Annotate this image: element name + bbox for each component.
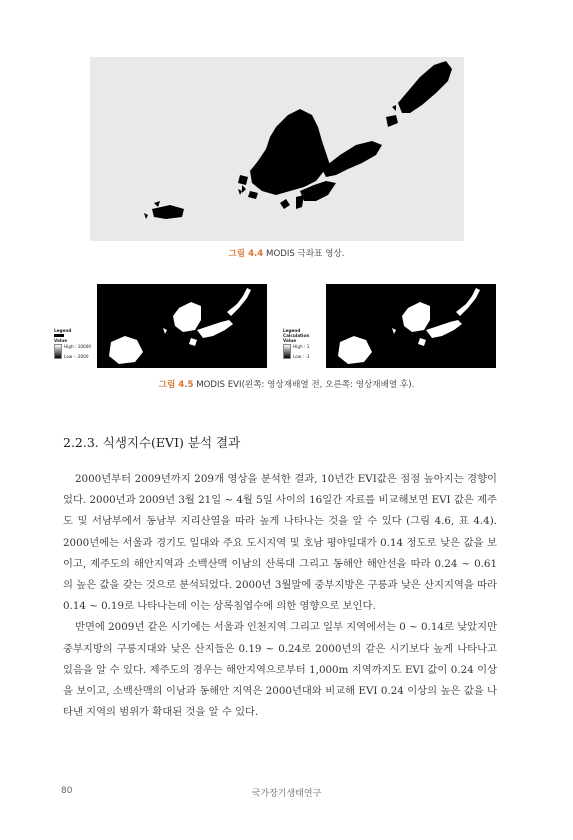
evi-map-after-resampling xyxy=(326,284,496,368)
legend-right xyxy=(283,328,319,359)
publisher-name: 국가장기생태연구 xyxy=(251,789,322,799)
body-text xyxy=(63,469,497,723)
figure-4-4-caption xyxy=(0,247,573,259)
section-heading: 2.2.3. 식생지수(EVI) 분석 결과 xyxy=(63,435,241,450)
figure-4-4-text: MODIS 극좌표 영상. xyxy=(263,249,345,259)
legend-left-marker xyxy=(54,334,64,337)
figure-4-5-text: MODIS EVI(왼쪽: 영상재배열 전, 오른쪽: 영상재배열 후). xyxy=(193,380,415,390)
evi-map-before-resampling xyxy=(97,284,267,368)
page-number: 80 xyxy=(61,786,73,796)
legend-right-low: Low : -1 xyxy=(293,354,310,359)
figure-4-4-label: 그림 4.4 xyxy=(228,249,264,259)
paragraph-1: 2000년부터 2009년까지 209개 영상을 분석한 결과, 10년간 EVI값은 점점 높아지는 경향이었다. 2000년과 2009년 3월 21일 ~ 4월 5일 사이의 16일간 자료를 비교해보면 EVI 값은 제주도 및 서남부에서 동남부 지리산열을 따라 높게 나타나는 것을 알 수 있다 (그림 4.6, 표 4.4). 2000년에는 서울과 경기도 일대와 주요 도시지역 및 호남 평야일대가 0.14 정도로 낮은 값을 보이고, 제주도의 해안지역과 소백산맥 이남의 산록대 그리고 동해안 해안선을 따라 0.24 ~ 0.61의 높은 값을 갖는 것으로 분석되었다. 2000년 3월말에 중부지방은 구릉과 낮은 산지지역을 따라 0.14 ~ 0.19로 나타나는데 이는 상록침엽수에 의한 영향으로 보인다. xyxy=(63,473,497,613)
figure-4-5-caption xyxy=(0,378,573,390)
legend-right-high: High : 1 xyxy=(293,344,310,349)
legend-right-title: Legend xyxy=(283,328,301,333)
legend-left-low: Low : -2000 xyxy=(64,354,89,359)
legend-left-title: Legend xyxy=(54,328,72,333)
legend-left-high: High : 10000 xyxy=(64,344,92,349)
figure-4-5-label: 그림 4.5 xyxy=(158,380,194,390)
paragraph-2: 반면에 2009년 같은 시기에는 서울과 인천지역 그리고 일부 지역에서는 0 ~ 0.14로 낮았지만 중부지방의 구릉지대와 낮은 산지들은 0.19 ~ 0.24로 2000년의 같은 시기보다 높게 나타나고 있음을 알 수 있다. 제주도의 경우는 해안지역으로부터 1,000m 지역까지도 EVI 값이 0.24 이상을 보이고, 소백산맥의 이남과 동해안 지역은 2000년대와 비교해 EVI 0.24 이상의 높은 값을 나타낸 지역의 범위가 확대된 것을 알 수 있다. xyxy=(63,621,497,719)
legend-left-value-title: Value xyxy=(54,338,68,343)
legend-right-value-title: Calculation Value xyxy=(283,333,310,343)
polar-projection-image xyxy=(90,57,464,241)
legend-left xyxy=(54,328,91,359)
legend-right-gradient xyxy=(283,344,291,359)
legend-left-gradient xyxy=(54,344,62,359)
